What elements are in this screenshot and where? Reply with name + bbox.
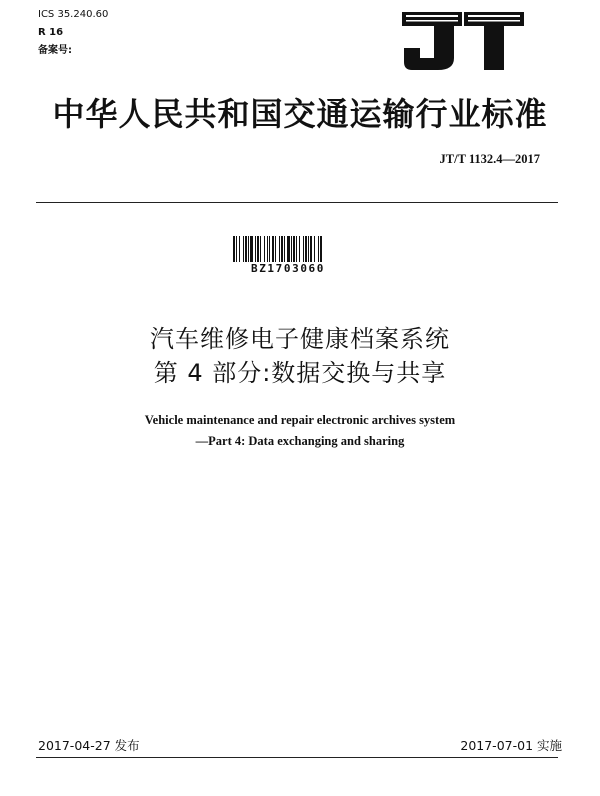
barcode: [233, 236, 343, 262]
issuing-authority-title: 中华人民共和国交通运输行业标准: [52, 95, 548, 133]
standard-code: JT/T 1132.4—2017: [439, 152, 540, 166]
header-divider: [36, 202, 558, 203]
barcode-number: BZ1703060: [250, 262, 325, 275]
jt-logo: [398, 8, 528, 72]
implementation-date: 2017-07-01 实施: [460, 738, 562, 753]
title-chinese-line-1: 汽车维修电子健康档案系统: [150, 325, 450, 353]
footer-divider: [36, 757, 558, 758]
ics-code: ICS 35.240.60: [38, 9, 109, 20]
record-number-label: 备案号:: [38, 45, 72, 56]
classification-code: R 16: [38, 27, 64, 38]
issue-date: 2017-04-27 发布: [38, 738, 140, 753]
title-english-line-1: Vehicle maintenance and repair electronic archives system: [144, 413, 456, 427]
title-english-line-2: —Part 4: Data exchanging and sharing: [195, 434, 405, 448]
title-chinese-line-2: 第 4 部分:数据交换与共享: [153, 359, 447, 387]
